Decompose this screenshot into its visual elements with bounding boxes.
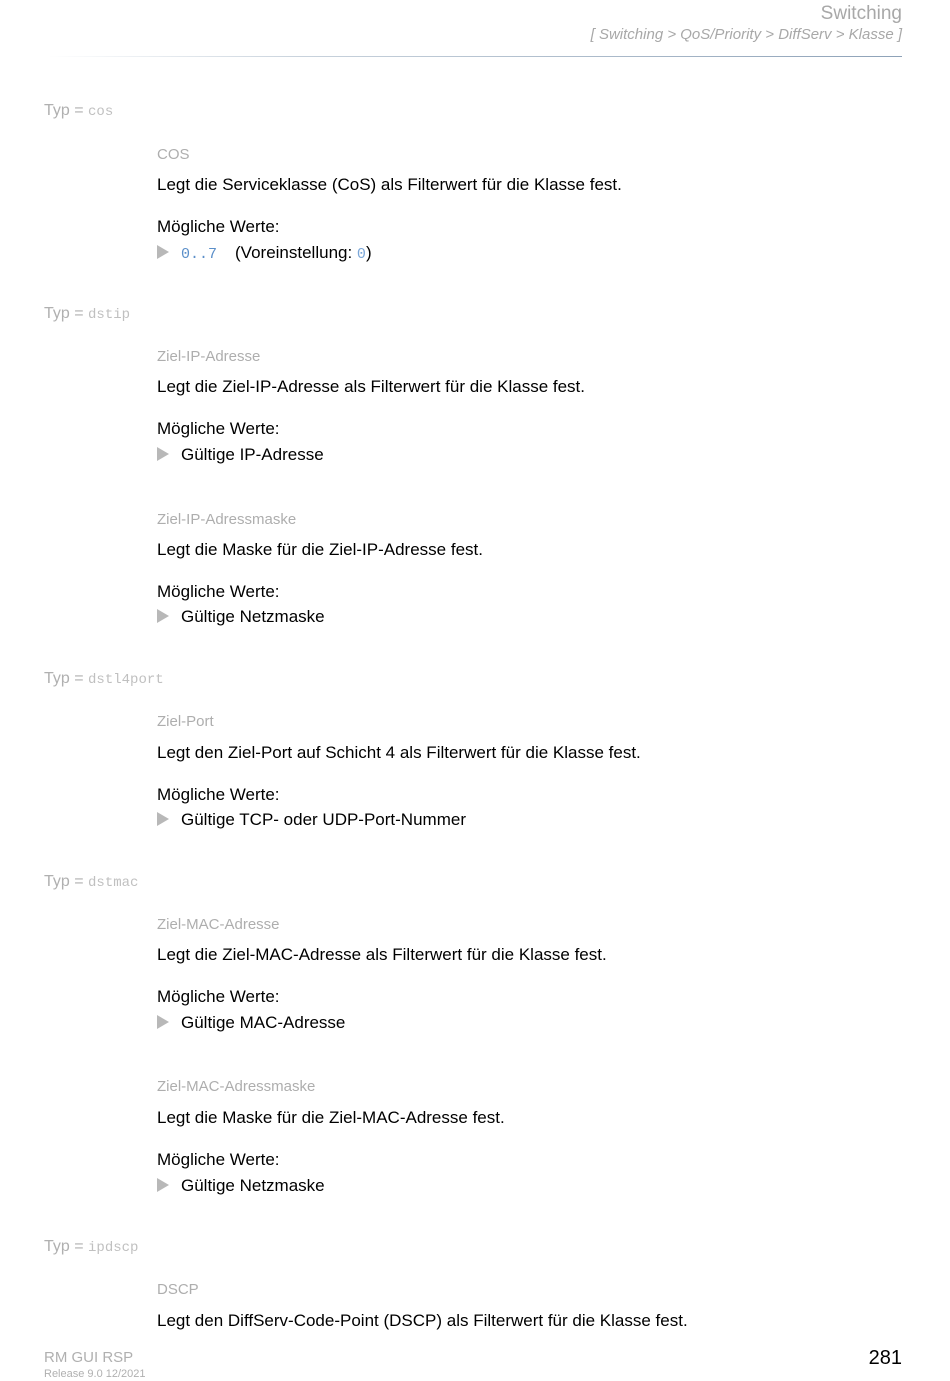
param-description-cos: Legt die Serviceklasse (CoS) als Filterwert für die Klasse fest. <box>157 175 622 194</box>
possible-values-label: Mögliche Werte: <box>157 419 280 438</box>
default-prefix: (Voreinstellung: <box>235 243 357 262</box>
triangle-bullet-icon <box>157 1015 169 1029</box>
value-text: Gültige MAC-Adresse <box>181 1013 346 1032</box>
footer-document-name: RM GUI RSP <box>44 1349 134 1366</box>
value-item-cos <box>157 243 372 263</box>
param-name-dst-ip: Ziel-IP-Adresse <box>157 348 261 365</box>
typ-heading-dstmac <box>44 873 138 891</box>
value-text: Gültige Netzmaske <box>181 1176 325 1195</box>
value-item-dst-mac-mask <box>157 1176 325 1196</box>
param-name-dst-ip-mask: Ziel-IP-Adressmaske <box>157 511 297 528</box>
breadcrumb: [ Switching > QoS/Priority > DiffServ > Klasse ] <box>590 26 902 43</box>
default-suffix: ) <box>365 243 372 262</box>
possible-values-label: Mögliche Werte: <box>157 987 280 1006</box>
typ-value: dstl4port <box>88 672 164 688</box>
footer-release: Release 9.0 12/2021 <box>44 1368 146 1380</box>
param-name-dst-port: Ziel-Port <box>157 713 214 730</box>
param-description-dst-mac-mask: Legt die Maske für die Ziel-MAC-Adresse fest. <box>157 1108 505 1127</box>
header-title: Switching <box>820 3 902 24</box>
triangle-bullet-icon <box>157 812 169 826</box>
value-item-dst-port <box>157 810 466 830</box>
typ-label: Typ = <box>44 305 89 322</box>
value-text: Gültige TCP- oder UDP-Port-Nummer <box>181 810 466 829</box>
param-description-dst-ip-mask: Legt die Maske für die Ziel-IP-Adresse fest. <box>157 540 483 559</box>
typ-label: Typ = <box>44 1238 89 1255</box>
value-text: Gültige Netzmaske <box>181 607 325 626</box>
triangle-bullet-icon <box>157 447 169 461</box>
possible-values-label: Mögliche Werte: <box>157 217 280 236</box>
typ-value: ipdscp <box>88 1240 139 1256</box>
possible-values-label: Mögliche Werte: <box>157 1150 280 1169</box>
typ-heading-ipdscp <box>44 1238 138 1256</box>
param-description-dst-port: Legt den Ziel-Port auf Schicht 4 als Filterwert für die Klasse fest. <box>157 743 641 762</box>
param-description-dst-ip: Legt die Ziel-IP-Adresse als Filterwert für die Klasse fest. <box>157 377 585 396</box>
value-item-dst-mac <box>157 1013 345 1033</box>
typ-value: cos <box>88 104 114 120</box>
value-text: Gültige IP-Adresse <box>181 445 324 464</box>
triangle-bullet-icon <box>157 1178 169 1192</box>
value-range: 0..7 <box>181 246 218 263</box>
typ-heading-cos <box>44 102 113 120</box>
param-name-dst-mac-mask: Ziel-MAC-Adressmaske <box>157 1078 316 1095</box>
typ-heading-dstl4port <box>44 670 164 688</box>
param-name-cos: COS <box>157 146 190 163</box>
header-divider <box>48 56 902 57</box>
possible-values-label: Mögliche Werte: <box>157 785 280 804</box>
typ-value: dstip <box>88 307 131 323</box>
typ-label: Typ = <box>44 102 89 119</box>
typ-heading-dstip <box>44 305 130 323</box>
value-item-dst-ip <box>157 445 324 465</box>
param-name-dscp: DSCP <box>157 1281 199 1298</box>
page-number: 281 <box>868 1347 902 1369</box>
triangle-bullet-icon <box>157 245 169 259</box>
param-description-dscp: Legt den DiffServ-Code-Point (DSCP) als Filterwert für die Klasse fest. <box>157 1311 688 1330</box>
param-description-dst-mac: Legt die Ziel-MAC-Adresse als Filterwert für die Klasse fest. <box>157 945 607 964</box>
typ-label: Typ = <box>44 670 89 687</box>
triangle-bullet-icon <box>157 609 169 623</box>
typ-value: dstmac <box>88 875 139 891</box>
default-value: 0 <box>356 246 366 263</box>
value-item-dst-ip-mask <box>157 607 325 627</box>
possible-values-label: Mögliche Werte: <box>157 582 280 601</box>
typ-label: Typ = <box>44 873 89 890</box>
param-name-dst-mac: Ziel-MAC-Adresse <box>157 916 280 933</box>
